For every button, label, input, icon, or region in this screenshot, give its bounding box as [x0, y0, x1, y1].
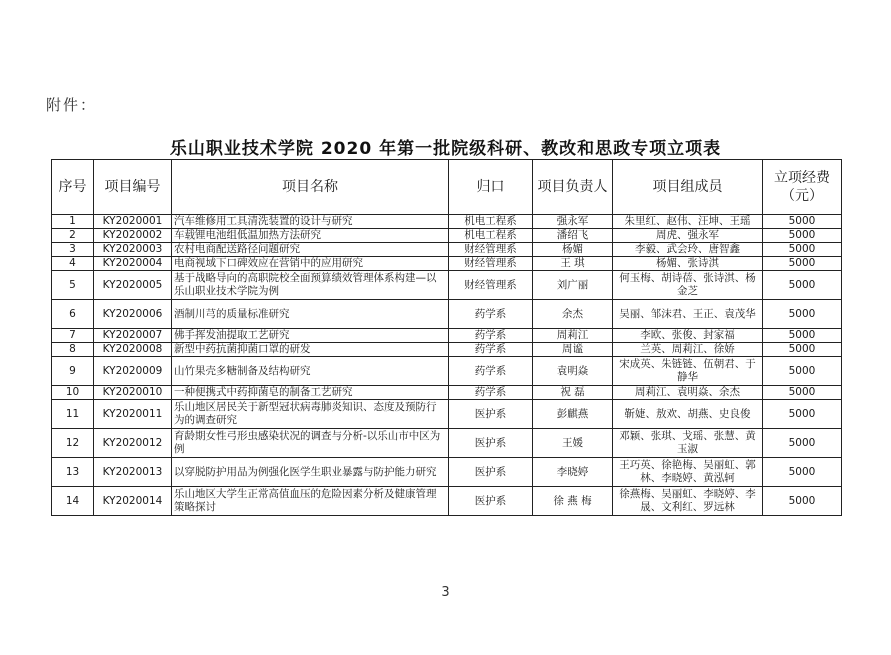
- cell-name: 以穿脱防护用品为例强化医学生职业暴露与防护能力研究: [172, 458, 449, 487]
- cell-name: 新型中药抗菌抑菌口罩的研发: [172, 343, 449, 357]
- cell-code: KY2020011: [94, 400, 172, 429]
- table-row: [52, 257, 842, 271]
- cell-members: 朱里红、赵伟、汪坤、王瑶: [613, 215, 763, 229]
- cell-seq: 12: [52, 429, 94, 458]
- cell-leader: 彭麒燕: [533, 400, 613, 429]
- table-row: [52, 329, 842, 343]
- cell-members: 宋成英、朱链链、伍朝君、于静华: [613, 357, 763, 386]
- header-name: 项目名称: [172, 160, 449, 215]
- cell-seq: 13: [52, 458, 94, 487]
- cell-members: 徐燕梅、吴丽虹、李晓婷、李晟、文利红、罗远林: [613, 487, 763, 516]
- cell-fund: 5000: [763, 429, 842, 458]
- table-row: [52, 271, 842, 300]
- cell-fund: 5000: [763, 257, 842, 271]
- header-seq: 序号: [52, 160, 94, 215]
- cell-seq: 2: [52, 229, 94, 243]
- cell-leader: 王媛: [533, 429, 613, 458]
- cell-dept: 医护系: [449, 400, 533, 429]
- cell-seq: 11: [52, 400, 94, 429]
- cell-leader: 祝 磊: [533, 386, 613, 400]
- document-title: 乐山职业技术学院 2020 年第一批院级科研、教改和思政专项立项表: [169, 139, 722, 159]
- cell-dept: 医护系: [449, 429, 533, 458]
- cell-code: KY2020012: [94, 429, 172, 458]
- cell-dept: 机电工程系: [449, 229, 533, 243]
- cell-code: KY2020004: [94, 257, 172, 271]
- table-row: [52, 215, 842, 229]
- header-dept: 归口: [449, 160, 533, 215]
- page-number: 3: [441, 585, 450, 600]
- cell-dept: 医护系: [449, 487, 533, 516]
- cell-fund: 5000: [763, 215, 842, 229]
- cell-fund: 5000: [763, 487, 842, 516]
- cell-fund: 5000: [763, 343, 842, 357]
- header-members: 项目组成员: [613, 160, 763, 215]
- table-row: [52, 343, 842, 357]
- cell-members: 何玉梅、胡诗蓓、张诗淇、杨金芝: [613, 271, 763, 300]
- cell-seq: 14: [52, 487, 94, 516]
- header-fund: 立项经费（元）: [763, 160, 842, 215]
- cell-fund: 5000: [763, 243, 842, 257]
- cell-dept: 财经管理系: [449, 243, 533, 257]
- cell-code: KY2020001: [94, 215, 172, 229]
- cell-fund: 5000: [763, 400, 842, 429]
- cell-dept: 医护系: [449, 458, 533, 487]
- cell-members: 靳婕、敖欢、胡燕、史良俊: [613, 400, 763, 429]
- cell-code: KY2020003: [94, 243, 172, 257]
- cell-members: 兰英、周莉江、徐娇: [613, 343, 763, 357]
- table-row: [52, 386, 842, 400]
- table-row: [52, 229, 842, 243]
- cell-leader: 杨媚: [533, 243, 613, 257]
- cell-dept: 财经管理系: [449, 257, 533, 271]
- cell-code: KY2020006: [94, 300, 172, 329]
- cell-seq: 6: [52, 300, 94, 329]
- cell-seq: 3: [52, 243, 94, 257]
- cell-members: 李欧、张俊、封家福: [613, 329, 763, 343]
- cell-leader: 李晓婷: [533, 458, 613, 487]
- cell-name: 车载锂电池组低温加热方法研究: [172, 229, 449, 243]
- cell-name: 育龄期女性弓形虫感染状况的调查与分析-以乐山市中区为例: [172, 429, 449, 458]
- cell-dept: 药学系: [449, 300, 533, 329]
- cell-name: 一种便携式中药抑菌皂的制备工艺研究: [172, 386, 449, 400]
- cell-fund: 5000: [763, 357, 842, 386]
- cell-code: KY2020002: [94, 229, 172, 243]
- cell-code: KY2020014: [94, 487, 172, 516]
- cell-code: KY2020007: [94, 329, 172, 343]
- cell-members: 周莉江、袁明焱、余杰: [613, 386, 763, 400]
- cell-leader: 强永军: [533, 215, 613, 229]
- table-row: [52, 243, 842, 257]
- cell-leader: 周谧: [533, 343, 613, 357]
- cell-code: KY2020005: [94, 271, 172, 300]
- cell-dept: 财经管理系: [449, 271, 533, 300]
- cell-dept: 药学系: [449, 329, 533, 343]
- cell-leader: 袁明焱: [533, 357, 613, 386]
- cell-name: 酒制川芎的质量标准研究: [172, 300, 449, 329]
- cell-seq: 5: [52, 271, 94, 300]
- table-row: [52, 458, 842, 487]
- table-header-row: [52, 160, 842, 215]
- cell-members: 王巧英、徐艳梅、吴丽虹、郭林、李晓婷、黄泓轲: [613, 458, 763, 487]
- cell-leader: 余杰: [533, 300, 613, 329]
- cell-name: 基于战略导向的高职院校全面预算绩效管理体系构建—以乐山职业技术学院为例: [172, 271, 449, 300]
- cell-name: 乐山地区居民关于新型冠状病毒肺炎知识、态度及预防行为的调查研究: [172, 400, 449, 429]
- table-row: [52, 429, 842, 458]
- cell-name: 乐山地区大学生正常高值血压的危险因素分析及健康管理策略探讨: [172, 487, 449, 516]
- table-row: [52, 300, 842, 329]
- header-code: 项目编号: [94, 160, 172, 215]
- cell-fund: 5000: [763, 229, 842, 243]
- cell-name: 电商视域下口碑效应在营销中的应用研究: [172, 257, 449, 271]
- cell-name: 汽车维修用工具清洗装置的设计与研究: [172, 215, 449, 229]
- header-leader: 项目负责人: [533, 160, 613, 215]
- cell-members: 周虎、强永军: [613, 229, 763, 243]
- cell-name: 农村电商配送路径问题研究: [172, 243, 449, 257]
- cell-leader: 周莉江: [533, 329, 613, 343]
- cell-fund: 5000: [763, 300, 842, 329]
- cell-code: KY2020010: [94, 386, 172, 400]
- cell-seq: 10: [52, 386, 94, 400]
- cell-name: 山竹果壳多糖制备及结构研究: [172, 357, 449, 386]
- cell-members: 杨媚、张诗淇: [613, 257, 763, 271]
- cell-fund: 5000: [763, 271, 842, 300]
- cell-dept: 药学系: [449, 357, 533, 386]
- cell-dept: 药学系: [449, 343, 533, 357]
- cell-members: 吴丽、邹沫君、王正、袁茂华: [613, 300, 763, 329]
- cell-seq: 1: [52, 215, 94, 229]
- cell-code: KY2020008: [94, 343, 172, 357]
- cell-name: 佛手挥发油提取工艺研究: [172, 329, 449, 343]
- cell-members: 李毅、武会玲、唐智鑫: [613, 243, 763, 257]
- project-table: [51, 159, 842, 516]
- table-row: [52, 487, 842, 516]
- cell-code: KY2020013: [94, 458, 172, 487]
- cell-fund: 5000: [763, 458, 842, 487]
- table-row: [52, 357, 842, 386]
- cell-leader: 王 琪: [533, 257, 613, 271]
- cell-seq: 7: [52, 329, 94, 343]
- cell-members: 邓颖、张琪、戈瑶、张慧、黄玉淑: [613, 429, 763, 458]
- cell-leader: 潘绍飞: [533, 229, 613, 243]
- cell-seq: 9: [52, 357, 94, 386]
- cell-leader: 刘广丽: [533, 271, 613, 300]
- cell-dept: 机电工程系: [449, 215, 533, 229]
- cell-leader: 徐 燕 梅: [533, 487, 613, 516]
- cell-code: KY2020009: [94, 357, 172, 386]
- cell-fund: 5000: [763, 329, 842, 343]
- attachment-label: 附件：: [46, 96, 98, 114]
- cell-seq: 8: [52, 343, 94, 357]
- table-row: [52, 400, 842, 429]
- cell-dept: 药学系: [449, 386, 533, 400]
- cell-seq: 4: [52, 257, 94, 271]
- cell-fund: 5000: [763, 386, 842, 400]
